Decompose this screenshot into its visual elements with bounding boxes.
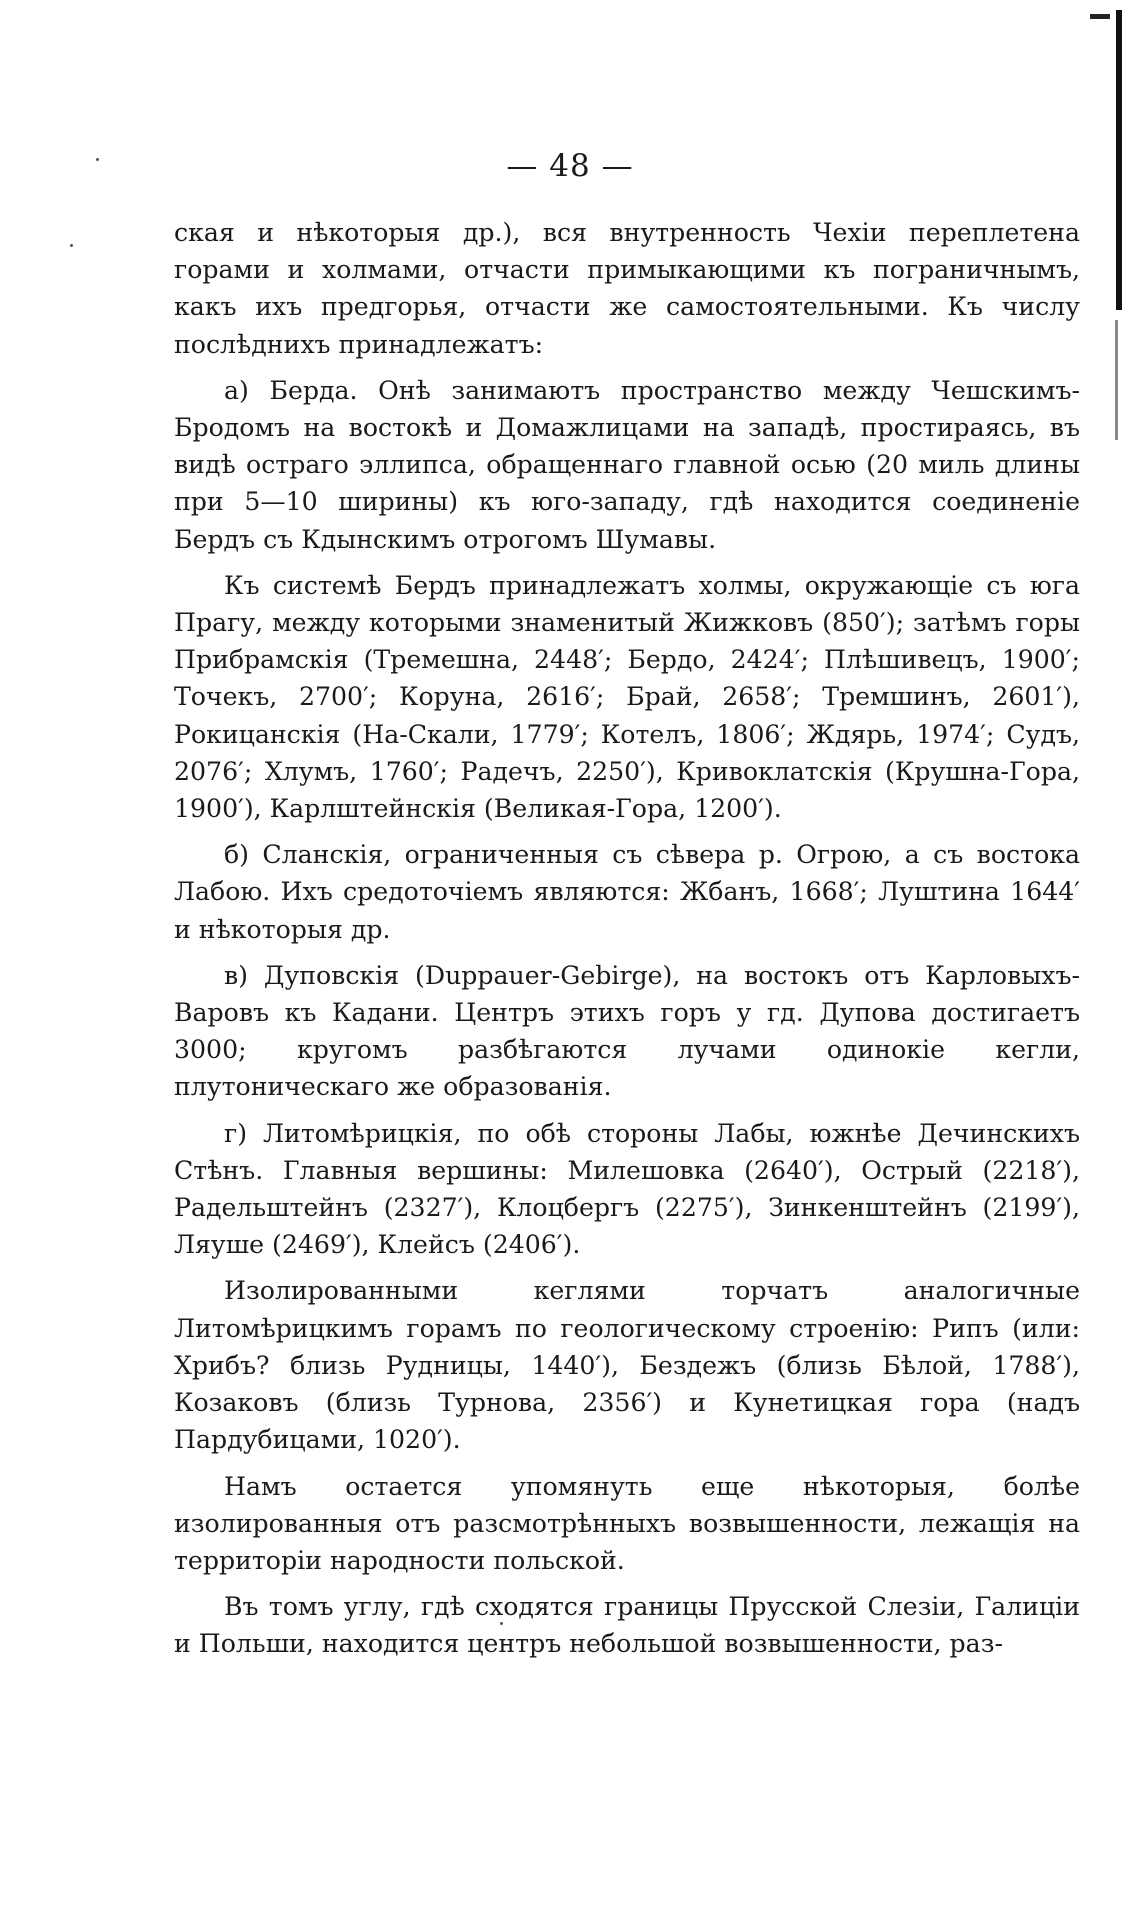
page-number: — 48 — (506, 148, 634, 184)
paragraph-isolated-cones: Изолированными кеглями торчатъ аналогичные Литомѣрицкимъ горамъ по геологическому строенію: Рипъ (или: Хрибъ? близь Рудницы, 1440′), Бездежъ (близь Бѣлой, 1788′), Козаковъ (близь Турнова, 2356′) и Кунетицкая гора (надъ Пардубицами, 1020′). (174, 1276, 1080, 1455)
page-body (174, 214, 1080, 1672)
paragraph-litomericskie: г) Литомѣрицкія, по обѣ стороны Лабы, южнѣе Дечинскихъ Стѣнъ. Главныя вершины: Милешовка (2640′), Острый (2218′), Радельштейнъ (2327′), Клоцбергъ (2275′), Зинкенштейнъ (2199′), Ляуше (2469′), Клейсъ (2406′). (174, 1118, 1080, 1260)
scan-speck (70, 244, 73, 247)
scan-edge-shadow (1115, 320, 1118, 440)
paragraph-berda-system: Къ системѣ Бердъ принадлежатъ холмы, окружающіе съ юга Прагу, между которыми знаменитый Жижковъ (850′); затѣмъ горы Прибрамскія (Тремешна, 2448′; Бердо, 2424′; Плѣшивецъ, 1900′; Точекъ, 2700′; Коруна, 2616′; Брай, 2658′; Тремшинъ, 2601′), Рокицанскія (На-Скали, 1779′; Котелъ, 1806′; Ждярь, 1974′; Судъ, 2076′; Хлумъ, 1760′; Радечъ, 2250′), Кривоклатскія (Крушна-Гора, 1900′), Карлштейнскія (Великая-Гора, 1200′). (174, 570, 1080, 824)
paragraph-corner: Въ томъ углу, гдѣ сходятся границы Прусской Слезіи, Галиціи и Польши, находится центръ небольшой возвышенности, раз- (174, 1592, 1080, 1659)
paragraph-berda: а) Берда. Онѣ занимаютъ пространство между Чешскимъ-Бродомъ на востокѣ и Домажлицами на западѣ, простираясь, въ видѣ остраго эллипса, обращеннаго главной осью (20 миль длины при 5—10 ширины) къ юго-западу, гдѣ находится соединеніе Бердъ съ Кдынскимъ отрогомъ Шумавы. (174, 375, 1080, 554)
paragraph-slanskie: б) Сланскія, ограниченныя съ сѣвера р. Огрою, а съ востока Лабою. Ихъ средоточіемъ являются: Жбанъ, 1668′; Луштина 1644′ и нѣкоторыя др. (174, 840, 1080, 944)
scan-edge-mark (1090, 14, 1110, 31)
paragraph-dupovskie: в) Дуповскія (Duppauer-Gebirge), на востокъ отъ Карловыхъ-Варовъ къ Кадани. Центръ этихъ горъ у гд. Дупова достигаетъ 3000; кругомъ разбѣгаются лучами одинокіе кегли, плутоническаго же образованія. (174, 960, 1080, 1102)
paragraph-polish-heights: Намъ остается упомянуть еще нѣкоторыя, болѣе изолированныя отъ разсмотрѣнныхъ возвышенности, лежащія на территоріи народности польской. (174, 1471, 1080, 1575)
paragraph-continued: ская и нѣкоторыя др.), вся внутренность Чехіи переплетена горами и холмами, отчасти примыкающими къ пограничнымъ, какъ ихъ предгорья, отчасти же самостоятельными. Къ числу послѣднихъ принадлежатъ: (174, 218, 1080, 359)
